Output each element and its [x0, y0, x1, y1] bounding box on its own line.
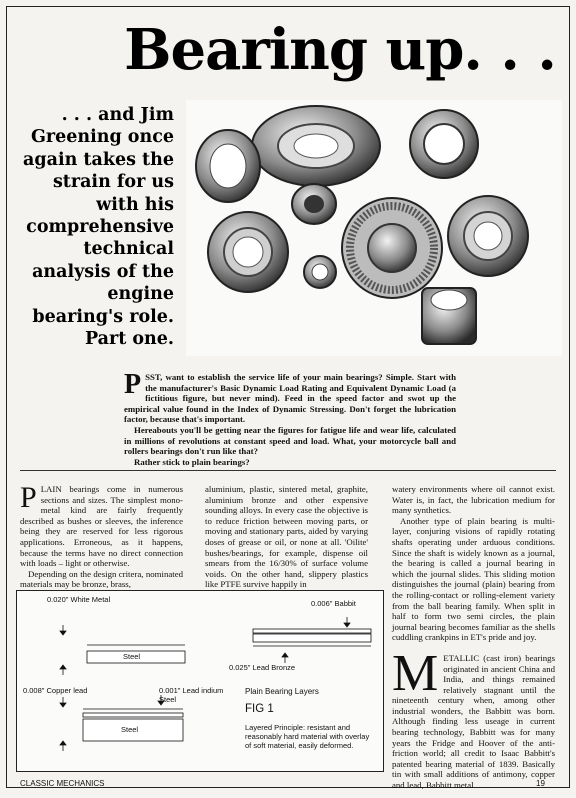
intro-text-1: SST, want to establish the service life of your main bearings? Simple. Start with the manufacturer's Basic Dynamic Load Rating and Equivalent Dynamic Load (a fictitious figure, but never mind). Feed in the speed factor and swot up the empirical value found in the Index of Dynamic Stressing. Don't forget the lubrication factor, because that's important.: [124, 372, 456, 425]
col2-paragraph-1: aluminium, plastic, sintered metal, graphite, aluminium bronze and other expensive sounding alloys. In every case the objective is to reduce friction between moving parts, or moving and stationary parts, aided by varying doses of grease or oil, or none at all. 'Oilite' bushes/bearings, for example, dispense oil smears from the 16/30% of surface volume voids. On the other hand, slippery plastics like PTFE survive happily in: [205, 484, 368, 590]
section-divider: [20, 470, 556, 471]
figure-number: FIG 1: [245, 703, 274, 715]
bearings-illustration: [186, 100, 562, 356]
bearing-top-right: [410, 110, 478, 178]
body-column-1: [20, 481, 183, 590]
needle-roller-bearing: [342, 198, 442, 298]
figure-caption: Layered Principle: resistant and reasonably hard material with overlay of soft material, easily deformed.: [245, 723, 370, 750]
bush-left: [196, 130, 260, 202]
figure-plain-bearing-layers: [16, 590, 384, 772]
layer-diagram-babbit: [253, 617, 371, 663]
intro-paragraph-1: [124, 369, 456, 425]
label-copper-lead: 0.008" Copper lead: [23, 686, 88, 695]
col1-paragraph-1: [20, 481, 183, 569]
headline: Bearing up. . .: [124, 17, 556, 83]
body-column-3: [392, 484, 555, 791]
figure-title: Plain Bearing Layers: [245, 687, 319, 696]
ball-bearing-left: [208, 212, 288, 292]
layer-diagram-white-metal: [60, 625, 185, 675]
drop-cap: M: [392, 644, 439, 702]
col3-paragraph-2: Another type of plain bearing is multi-layer, conjuring visions of rapidly rotating shafts operating under arduous conditions. Since the shaft is widely known as a journal, the bearing is called a journal bearing in which the journal slides. This sliding motion distinguishes the journal (plain) bearing from the rolling-contact or rolling-element variety from the ball bearing family. When split in half to form two semi circles, the plain journal bearing becomes familiar as the shells cuddling crankpins in ET's pride and joy.: [392, 515, 555, 643]
drop-cap: P: [124, 369, 142, 400]
bearings-photo: [186, 100, 562, 356]
drop-cap: P: [20, 481, 37, 514]
col3-paragraph-1: watery environments where oil cannot exist. Water is, in fact, the lubrication medium for many synthetics.: [392, 484, 555, 516]
label-steel-top: Steel: [123, 652, 141, 661]
bush-bottom-right: [422, 288, 476, 344]
footer-magazine-name: CLASSIC MECHANICS: [20, 779, 105, 788]
col3-text-3: ETALLIC (cast iron) bearings originated in ancient China and India, and things remained relatively stagnant until the nineteenth century when, among other industrial wonders, the Babbitt was born. Although finding less useage in current bearing technology, Babbitt was for many years the Fridge and Hoover of the anti-friction world; all credit to Isaac Babbitt's patented bearing material of 1839. Basically tin with small additions of antimony, copper and lead, Babbitt metal: [392, 652, 555, 791]
col1-text-1: LAIN bearings come in numerous sections and sizes. The simplest mono-metal kind are fairly frequently described as bushes or sleeves, the inference being they are reserved for less rigorous applications. Erroneous, as it happens, because the terms have no direct connection with loads – light or otherwise.: [20, 484, 183, 569]
label-lead-bronze: 0.025" Lead Bronze: [229, 663, 296, 672]
taper-roller-bearing: [292, 184, 336, 224]
col3-paragraph-3: [392, 644, 555, 791]
label-white-metal: 0.020" White Metal: [47, 595, 111, 604]
col1-paragraph-2: Depending on the design critera, nominated materials may be bronze, brass,: [20, 568, 183, 590]
label-steel-bottom: Steel: [121, 725, 139, 734]
footer-page-number: 19: [536, 779, 545, 788]
label-lead-indium: 0.001" Lead indium: [159, 686, 224, 695]
intro-paragraph-2: Hereabouts you'll be getting near the figures for fatigue life and wear life, calculated in millions of revolutions at constant speed and load. What, your motorcycle ball and rollers bearings don't run like that?: [124, 424, 456, 457]
small-bearing: [304, 256, 336, 288]
label-babbit: 0.006" Babbit: [311, 599, 356, 608]
label-steel: Steel: [159, 695, 177, 704]
ball-bearing-right: [448, 196, 528, 276]
body-column-2: [205, 484, 368, 590]
ball-bearing-large: [252, 106, 380, 186]
intro-paragraphs: [124, 369, 456, 467]
strapline: . . . and Jim Greening once again takes the strain for us with his comprehensive technical analysis of the engine bearing's role. Part one.: [23, 105, 174, 350]
intro-paragraph-3: Rather stick to plain bearings?: [134, 456, 250, 467]
